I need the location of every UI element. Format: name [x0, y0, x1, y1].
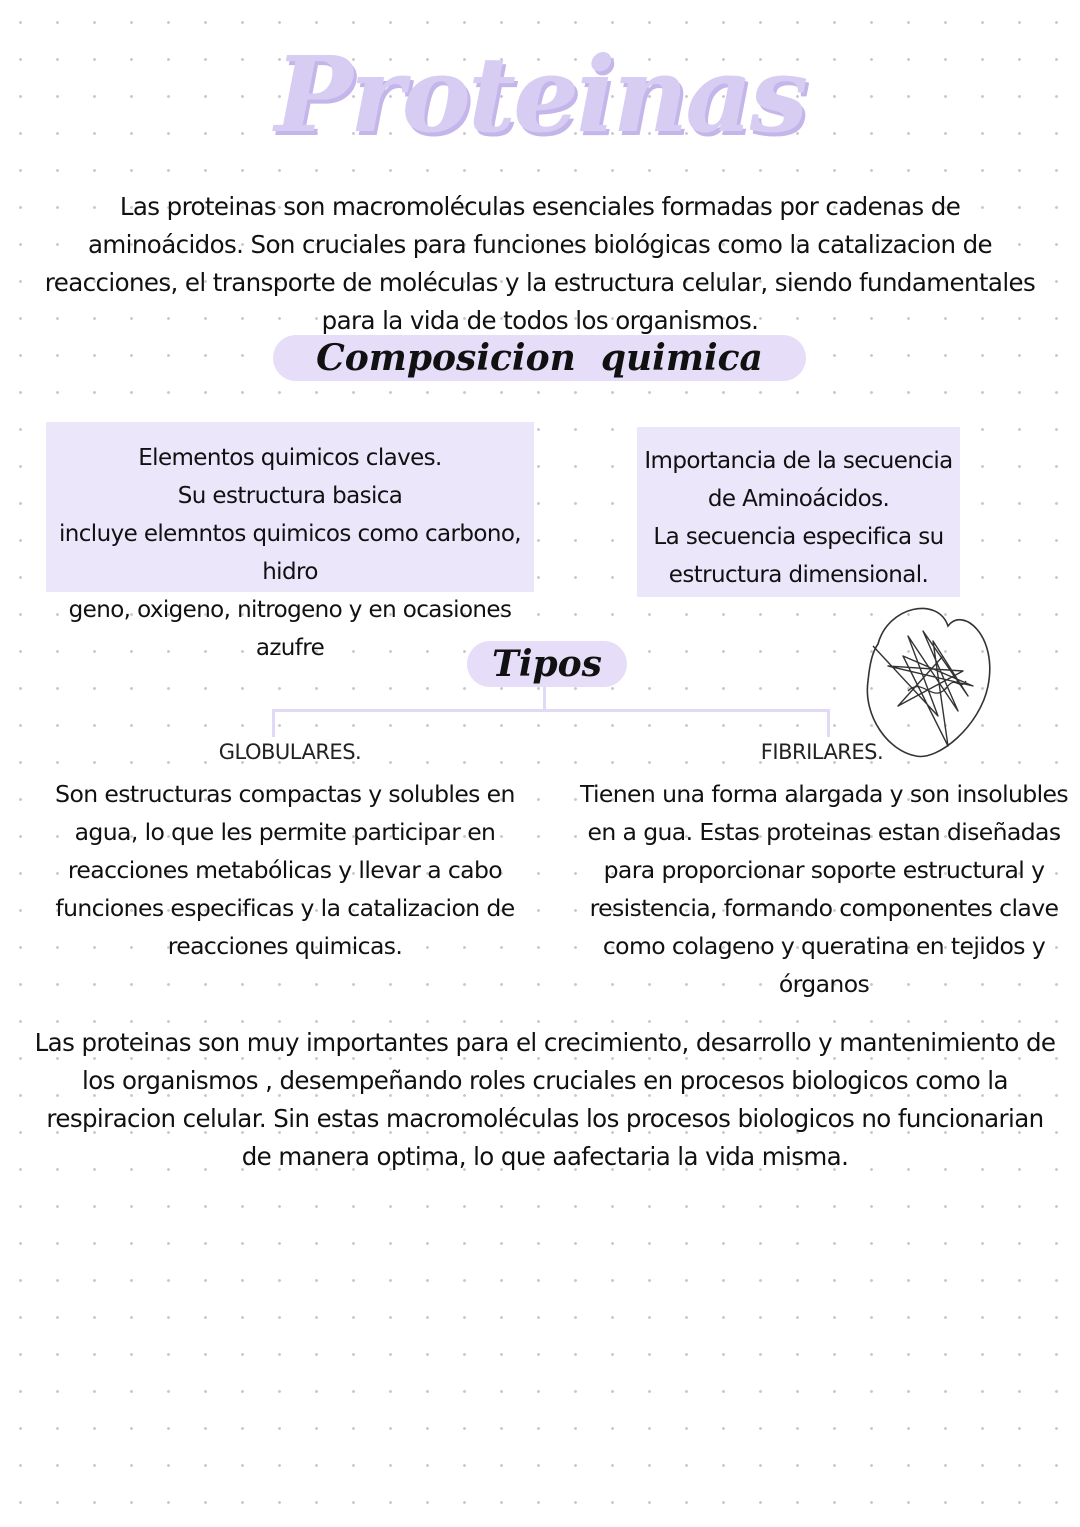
sequence-importance-box	[637, 427, 960, 597]
connector-left-drop	[272, 709, 275, 737]
fibrilares-text: Tienen una forma alargada y son insolubles en a gua. Estas proteinas estan diseñadas para proporcionar soporte estructural y resistencia, formando componentes clave como colageno y queratina en tejidos y órganos	[579, 780, 1069, 998]
connector-horizontal	[272, 709, 830, 712]
connector-vertical-center	[543, 687, 546, 711]
sequence-line-4: estructura dimensional.	[668, 562, 929, 588]
sequence-line-1: Importancia de la secuencia	[644, 448, 953, 474]
fibrilares-label: FIBRILARES.	[760, 740, 884, 764]
globulares-text: Son estructuras compactas y solubles en agua, lo que les permite participar en reacciones metabólicas y llevar a cabo funciones especificas y la catalizacion de reacciones quimicas.	[55, 780, 515, 960]
key-elements-line-2: Su estructura basica	[177, 483, 403, 509]
globulares-label: GLOBULARES.	[218, 740, 362, 764]
sequence-line-3: La secuencia especifica su	[653, 524, 944, 550]
intro-paragraph: Las proteinas son macromoléculas esenciales formadas por cadenas de aminoácidos. Son cruciales para funciones biológicas como la catalizacion de reacciones, el transporte de moléculas y la estructura celular, siendo fundamentales para la vida de todos los organismos.	[44, 192, 1036, 335]
key-elements-line-3: incluye elemntos quimicos como carbono, hidro	[58, 521, 521, 585]
types-heading: Tipos	[467, 641, 627, 687]
sequence-line-2: de Aminoácidos.	[707, 486, 890, 512]
page-title: Proteinas	[274, 33, 806, 156]
key-elements-line-1: Elementos quimicos claves.	[138, 445, 442, 471]
key-elements-line-4: geno, oxigeno, nitrogeno y en ocasiones azufre	[68, 597, 512, 661]
connector-right-drop	[827, 709, 830, 737]
conclusion-paragraph: Las proteinas son muy importantes para el crecimiento, desarrollo y mantenimiento de los organismos , desempeñando roles cruciales en procesos biologicos como la respiracion celular. Sin estas macromoléculas los procesos biologicos no funcionarian de manera optima, lo que aafectaria la vida misma.	[34, 1028, 1056, 1171]
composition-heading: Composicion quimica	[273, 335, 806, 381]
key-elements-box	[46, 422, 534, 661]
